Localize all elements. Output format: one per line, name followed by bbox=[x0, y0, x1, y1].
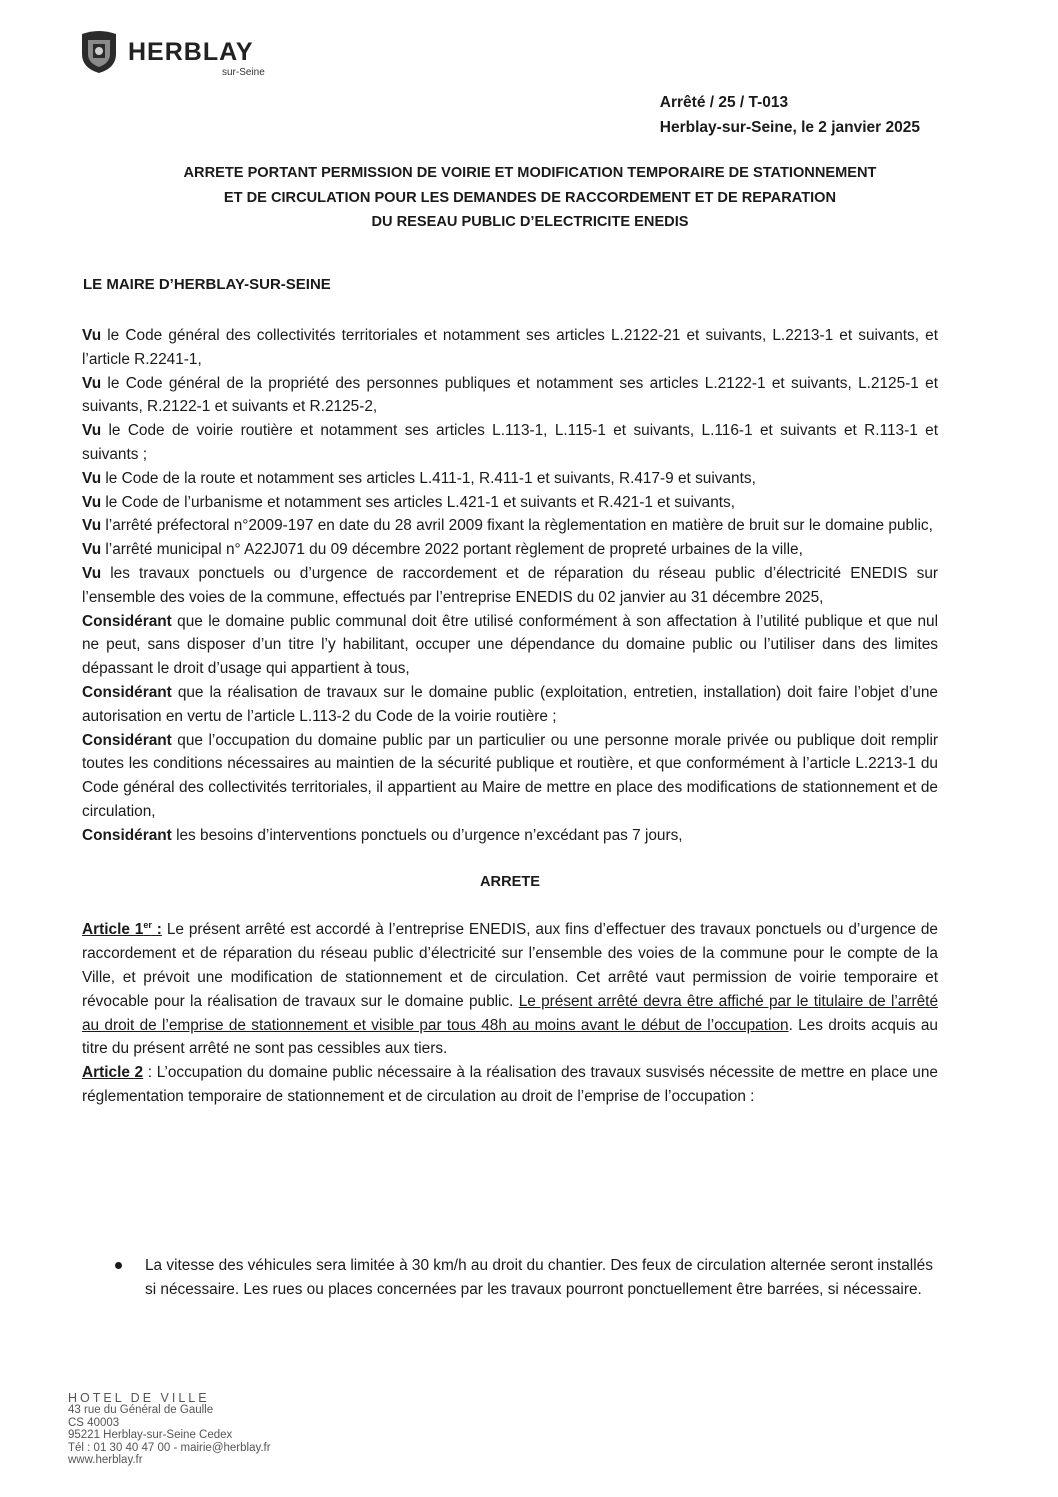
consideration-lead: Vu bbox=[82, 493, 102, 511]
consideration-lead: Considérant bbox=[82, 826, 172, 844]
coat-of-arms-icon bbox=[76, 28, 122, 74]
document-title bbox=[100, 161, 960, 235]
footer-cs: CS 40003 bbox=[68, 1416, 120, 1429]
consideration-text: que la réalisation de travaux sur le domaine public (exploitation, entretien, installation) doit faire l’objet d’une autorisation en vertu de l’article L.113-2 du Code de la voirie routière ; bbox=[82, 683, 938, 725]
consideration-text: le Code général des collectivités territoriales et notamment ses articles L.2122-21 et suivants, L.2213-1 et suivants, et l’article R.2241-1, bbox=[82, 327, 938, 368]
consideration-item bbox=[82, 467, 938, 491]
decree-number: Arrêté / 25 / T-013 bbox=[659, 94, 789, 111]
article-2-label: Article 2 bbox=[82, 1064, 144, 1082]
consideration-text: le Code de l’urbanisme et notamment ses articles L.421-1 et suivants et R.421-1 et suivants, bbox=[101, 493, 736, 511]
consideration-item bbox=[82, 514, 938, 538]
footer-title: HOTEL DE VILLE bbox=[68, 1391, 210, 1405]
consideration-text: le Code de voirie routière et notamment ses articles L.113-1, L.115-1 et suivants, L.116-1 et suivants et R.113-1 et suivants ; bbox=[82, 422, 938, 463]
consideration-text: les travaux ponctuels ou d’urgence de raccordement et de réparation du réseau public d’électricité ENEDIS sur l’ensemble des voies de la commune, effectués par l’entreprise ENEDIS du 02 janvier au 31 décembre 2025, bbox=[82, 564, 938, 606]
consideration-lead: Vu bbox=[82, 517, 102, 535]
considerations-list bbox=[82, 324, 938, 848]
article-1-text: Le présent arrêté est accordé à l’entreprise ENEDIS, aux fins d’effectuer des travaux ponctuels ou d’urgence de raccordement et de réparation du réseau public d’électricité sur l’ensemble des voies de la commune pour le compte de la Ville, et prévoit une modification de stationnement et de circulation. Cet arrêté vaut permission de voirie temporaire et révocable pour la réalisation de travaux sur le domaine public. bbox=[82, 921, 938, 1010]
consideration-item bbox=[82, 562, 938, 610]
document-reference bbox=[660, 90, 920, 140]
city-logo bbox=[76, 24, 316, 84]
article-2 bbox=[82, 1061, 938, 1109]
consideration-lead: Vu bbox=[82, 422, 102, 440]
footer-website: www.herblay.fr bbox=[68, 1454, 143, 1467]
footer-city: 95221 Herblay-sur-Seine Cedex bbox=[68, 1429, 233, 1442]
bullet-icon bbox=[115, 1262, 122, 1269]
logo-subtitle: sur-Seine bbox=[222, 67, 265, 78]
title-line: DU RESEAU PUBLIC D’ELECTRICITE ENEDIS bbox=[371, 214, 689, 230]
place-and-date: Herblay-sur-Seine, le 2 janvier 2025 bbox=[659, 119, 920, 136]
footer-street: 43 rue du Général de Gaulle bbox=[68, 1404, 214, 1417]
title-line: ET DE CIRCULATION POUR LES DEMANDES DE RACCORDEMENT ET DE REPARATION bbox=[223, 189, 837, 206]
consideration-text: les besoins d’interventions ponctuels ou d’urgence n’excédant pas 7 jours, bbox=[171, 826, 683, 844]
consideration-item bbox=[82, 681, 938, 729]
consideration-item bbox=[82, 610, 938, 681]
consideration-lead: Considérant bbox=[82, 683, 172, 701]
consideration-lead: Vu bbox=[82, 469, 102, 487]
article-1 bbox=[82, 914, 938, 1061]
consideration-text: l’arrêté préfectoral n°2009-197 en date du 28 avril 2009 fixant la règlementation en matière de bruit sur le domaine public, bbox=[101, 517, 933, 535]
consideration-item bbox=[82, 419, 938, 467]
consideration-lead: Vu bbox=[82, 374, 102, 392]
logo-wordmark: HERBLAY bbox=[128, 38, 254, 66]
consideration-item bbox=[82, 372, 938, 420]
article-2-text: : L’occupation du domaine public nécessaire à la réalisation des travaux susvisés nécessite de mettre en place une réglementation temporaire de stationnement et de circulation au droit de l’emprise de l’occupation : bbox=[82, 1064, 938, 1106]
consideration-text: que l’occupation du domaine public par un particulier ou une personne morale privée ou publique doit remplir toutes les conditions nécessaires au maintien de la sécurité publique et routière, et que conformément à l’article L.2213-1 du Code général des collectivités territoriales, il appartient au Maire de mettre en place des modifications de stationnement et de circulation, bbox=[82, 731, 938, 820]
consideration-item bbox=[82, 491, 938, 515]
consideration-text: le Code de la route et notamment ses articles L.411-1, R.411-1 et suivants, R.417-9 et suivants, bbox=[101, 469, 756, 487]
issuing-authority: LE MAIRE D’HERBLAY-SUR-SEINE bbox=[83, 276, 331, 293]
consideration-text: l’arrêté municipal n° A22J071 du 09 décembre 2022 portant règlement de propreté urbaines de la ville, bbox=[101, 541, 803, 559]
consideration-text: que le domaine public communal doit être utilisé conformément à son affectation à l’utilité publique et que nul ne peut, sans disposer d’un titre l’y habilitant, occuper une dépendance du domaine public ou l’utiliser dans des limites dépassant le droit d’usage qui appartient à tous, bbox=[82, 612, 938, 678]
consideration-text: le Code général de la propriété des personnes publiques et notamment ses articles L.2122-1 et suivants, L.2125-1 et suivants, R.2122-1 et suivants et R.2125-2, bbox=[82, 374, 938, 416]
consideration-lead: Considérant bbox=[82, 612, 172, 630]
consideration-lead: Vu bbox=[82, 564, 102, 582]
article-1-text-end: . Les droits acquis au titre du présent arrêté ne sont pas cessibles aux tiers. bbox=[82, 1016, 938, 1058]
title-line: ARRETE PORTANT PERMISSION DE VOIRIE ET MODIFICATION TEMPORAIRE DE STATIONNEMENT bbox=[183, 165, 877, 181]
consideration-lead: Vu bbox=[82, 541, 102, 559]
consideration-item bbox=[82, 324, 938, 372]
article-1-label: Article 1er : bbox=[82, 920, 162, 939]
document-body bbox=[82, 324, 938, 1109]
consideration-lead: Vu bbox=[82, 327, 102, 344]
arrete-heading: ARRETE bbox=[480, 873, 540, 890]
footer-address bbox=[68, 1392, 271, 1466]
consideration-item bbox=[82, 729, 938, 824]
consideration-lead: Considérant bbox=[82, 731, 172, 749]
article-1-notice: Le présent arrêté devra être affiché par le titulaire de l’arrêté au droit de l’emprise de stationnement et visible par tous 48h au moins avant le début de l’occupation bbox=[82, 992, 938, 1034]
consideration-item bbox=[82, 824, 938, 848]
footer-contact: Tél : 01 30 40 47 00 - mairie@herblay.fr bbox=[68, 1441, 271, 1454]
list-item: La vitesse des véhicules sera limitée à 30 km/h au droit du chantier. Des feux de circulation alternée seront installés si nécessaire. Les rues ou places concernées par les travaux pourront ponctuellement être barrées, si nécessaire. bbox=[145, 1257, 933, 1298]
consideration-item bbox=[82, 538, 938, 562]
